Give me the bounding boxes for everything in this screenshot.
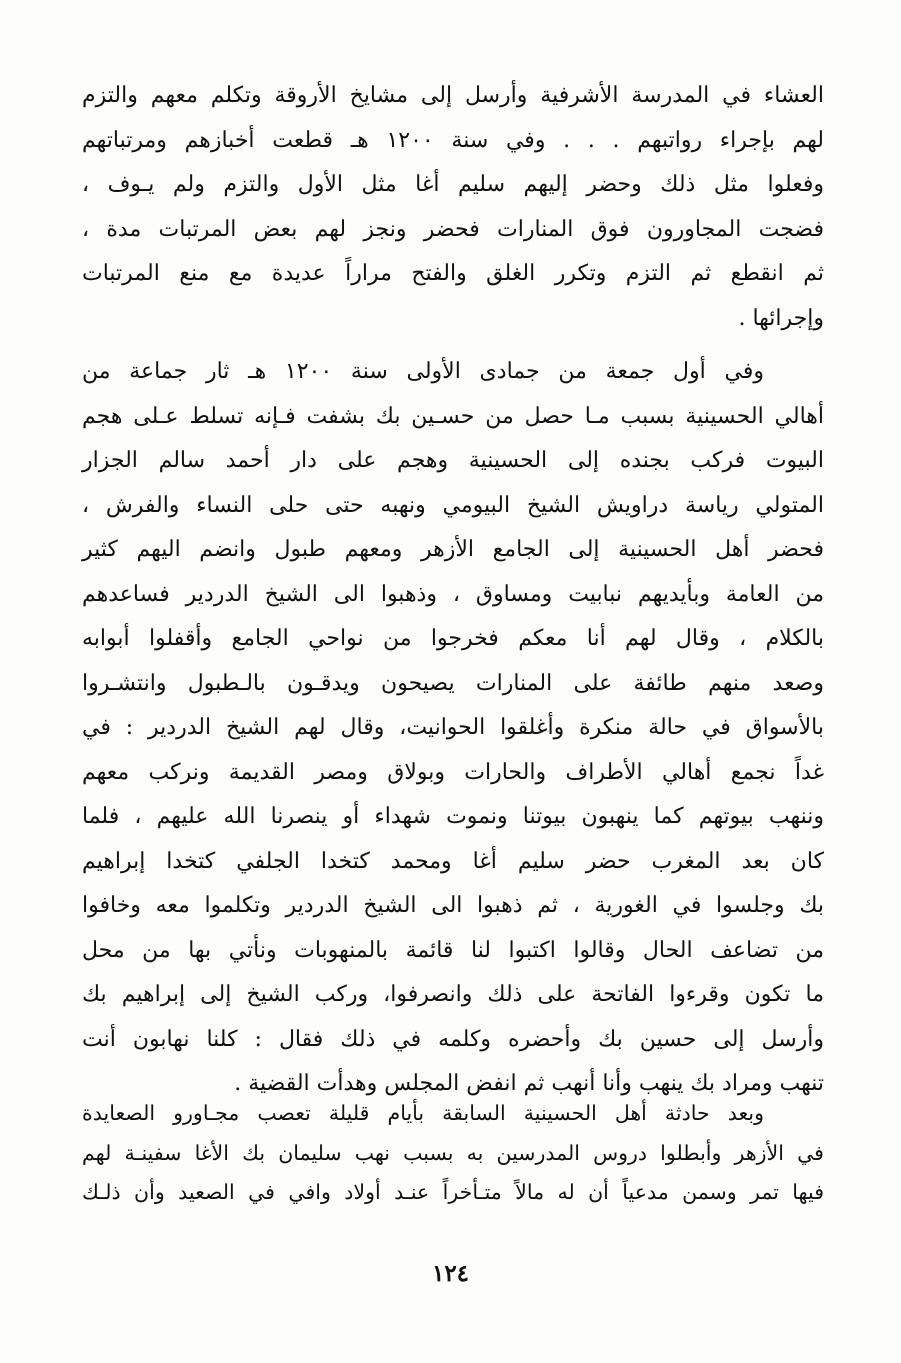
text-line: فضجت المجاورون فوق المنارات فحضر ونجز لهم بعض المرتبات مدة ، xyxy=(82,216,824,242)
paragraph-2 xyxy=(82,350,824,1107)
text-line: في الأزهر وأبطلوا دروس المدرسين به بسبب نهب سليمان بك الأغا سفينـة لهم xyxy=(82,1140,824,1165)
text-line: لهم بإجراء رواتبهم . . . وفي سنة ١٢٠٠ هـ قطعت أخبازهم ومرتباتهم xyxy=(82,127,825,153)
text-line: فيها تمر وسمن مدعياً أن له مالاً متـأخراً عنـد أولاد وافي في الصعيد وأن ذلـك xyxy=(82,1180,824,1204)
text-line: البيوت فركب بجنده إلى الحسينية وهجم على دار أحمد سالم الجزار xyxy=(82,448,824,473)
text-line: ثم انقطع ثم التزم وتكرر الغلق والفتح مراراً عديدة مع منع المرتبات xyxy=(82,261,824,286)
text-line: وبعد حادثة أهل الحسينية السابقة بأيام قليلة تعصب مجـاورو الصعايدة xyxy=(82,1101,764,1125)
text-line: بالكلام ، وقال لهم أنا معكم فخرجوا من نواحي الجامع وأقفلوا أبوابه xyxy=(82,626,824,651)
paragraph-3 xyxy=(82,1094,824,1213)
text-line: وفي أول جمعة من جمادى الأولى سنة ١٢٠٠ هـ ثار جماعة من xyxy=(82,359,764,384)
text-line: ما تكون وقرءوا الفاتحة على ذلك وانصرفوا، وركب الشيخ إلى إبراهيم بك xyxy=(82,982,824,1007)
text-line: العشاء في المدرسة الأشرفية وأرسل إلى مشايخ الأروقة وتكلم معهم والتزم xyxy=(82,83,824,108)
text-line: كان بعد المغرب حضر سليم أغا ومحمد كتخدا الجلفي كتخدا إبراهيم xyxy=(82,848,824,874)
text-line: المتولي رياسة دراويش الشيخ البيومي ونهبه حتى حلى النساء والفرش ، xyxy=(82,492,824,518)
text-line: وفعلوا مثل ذلك وحضر إليهم سليم أغا مثل الأول والتزم ولم يـوف ، xyxy=(82,172,824,197)
text-line: من تضاعف الحال وقالوا اكتبوا لنا قائمة بالمنهوبات ونأتي بها من محل xyxy=(82,937,824,963)
text-line: من العامة وبأيديهم نبابيت ومساوق ، وذهبوا الى الشيخ الدردير فساعدهم xyxy=(82,581,824,607)
text-line: وأرسل إلى حسين بك وأحضره وكلمه في ذلك فقال : كلنا نهابون أنت xyxy=(82,1026,824,1052)
text-line: غداً نجمع أهالي الأطراف والحارات وبولاق ومصر القديمة ونركب معهم xyxy=(82,759,824,785)
page-number: ١٢٤ xyxy=(431,1260,470,1287)
text-line: أهالي الحسينية بسبب مـا حصل من حسـين بك بشفت فـإنه تسلط عـلى هجم xyxy=(82,403,824,429)
text-line: وإجرائها . xyxy=(738,305,824,331)
text-line: وننهب بيوتهم كما ينهبون بيوتنا ونموت شهداء أو ينصرنا الله عليهم ، فلما xyxy=(82,804,824,829)
text-line: بالأسواق في حالة منكرة وأغلقوا الحوانيت، وقال لهم الشيخ الدردير : في xyxy=(82,715,824,740)
text-line: بك وجلسوا في الغورية ، ثم ذهبوا الى الشيخ الدردير وتكلموا معه وخافوا xyxy=(82,893,824,918)
paragraph-1 xyxy=(82,74,824,341)
text-line: وصعد منهم طائفة على المنارات يصيحون ويدقـون بالـطبول وانتشـروا xyxy=(82,670,824,696)
text-line: فحضر أهل الحسينية إلى الجامع الأزهر ومعهم طبول وانضم اليهم كثير xyxy=(82,537,824,562)
text-line: تنهب ومراد بك ينهب وأنا أنهب ثم انفض المجلس وهدأت القضية . xyxy=(234,1071,824,1096)
